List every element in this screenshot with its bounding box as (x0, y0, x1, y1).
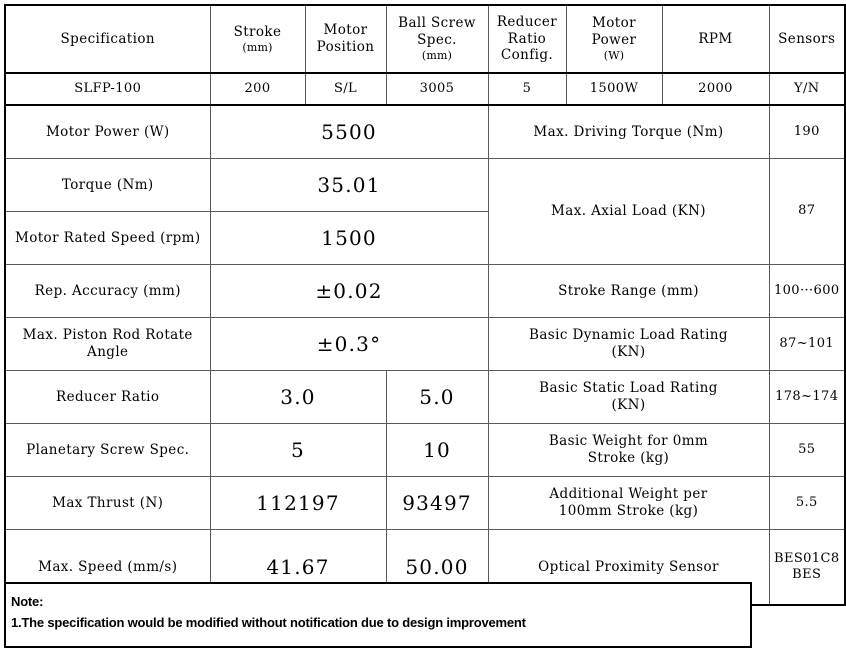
value-planetary-screw-b: 10 (386, 424, 488, 477)
header-cell-sensors (769, 5, 845, 73)
value-basic-dynamic-load-rating: 87~101 (769, 318, 845, 371)
value-max-piston-rod-rotate-angle: ±0.3° (210, 318, 488, 371)
value-max-driving-torque: 190 (769, 105, 845, 159)
value-motor-power: 5500 (210, 105, 488, 159)
header-label-ball-screw-line2: Spec. (417, 32, 457, 49)
header-label-sensors: Sensors (778, 30, 836, 47)
label-motor-rated-speed: Motor Rated Speed (rpm) (5, 212, 210, 265)
header-cell-ball-screw-spec (386, 5, 488, 73)
label-piston-line1: Max. Piston Rod Rotate (22, 327, 193, 344)
label-motor-power: Motor Power (W) (5, 105, 210, 159)
label-basic-dynamic-line2: (KN) (611, 344, 646, 360)
header-cell-motor-position (305, 5, 386, 73)
header-label-reducer-line2: Ratio (507, 30, 547, 47)
table-row-motor-power (5, 105, 845, 159)
label-basic-dynamic-load-rating (488, 318, 769, 371)
label-rep-accuracy: Rep. Accuracy (mm) (5, 265, 210, 318)
value-basic-weight-0mm-stroke: 55 (769, 424, 845, 477)
header-label-motor-position-line2: Position (316, 39, 375, 55)
header-label-motor-position-line1: Motor (323, 22, 368, 39)
label-additional-weight-line2: 100mm Stroke (kg) (558, 503, 699, 519)
label-optical-proximity-sensor: Optical Proximity Sensor (488, 530, 769, 606)
label-max-speed: Max. Speed (mm/s) (5, 530, 210, 606)
note-box (4, 582, 752, 648)
value-reducer-ratio-a: 3.0 (210, 371, 386, 424)
table-row-rep-accuracy (5, 265, 845, 318)
table-row-reducer-ratio (5, 371, 845, 424)
value-optical-sensor-line1: BES01C8 (773, 550, 840, 566)
label-reducer-ratio: Reducer Ratio (5, 371, 210, 424)
label-max-axial-load: Max. Axial Load (KN) (488, 159, 769, 265)
table-row-torque (5, 159, 845, 212)
cell-model-specification: SLFP-100 (5, 73, 210, 105)
header-cell-rpm (662, 5, 769, 73)
value-motor-rated-speed: 1500 (210, 212, 488, 265)
value-optical-proximity-sensor (769, 530, 845, 606)
header-label-motor-power: Motor Power (591, 15, 637, 49)
table-row-max-thrust (5, 477, 845, 530)
value-max-thrust-b: 93497 (386, 477, 488, 530)
value-max-axial-load: 87 (769, 159, 845, 265)
cell-model-stroke: 200 (210, 73, 305, 105)
label-torque: Torque (Nm) (5, 159, 210, 212)
value-rep-accuracy: ±0.02 (210, 265, 488, 318)
label-basic-static-line1: Basic Static Load Rating (539, 380, 718, 397)
label-basic-static-line2: (KN) (611, 397, 646, 413)
header-label-ball-screw-line1: Ball Screw (398, 15, 476, 32)
label-additional-weight-line1: Additional Weight per (549, 486, 708, 503)
value-stroke-range: 100···600 (769, 265, 845, 318)
table-row-planetary-screw-spec (5, 424, 845, 477)
cell-model-rpm: 2000 (662, 73, 769, 105)
value-planetary-screw-a: 5 (210, 424, 386, 477)
value-additional-weight-per-100mm-stroke: 5.5 (769, 477, 845, 530)
header-cell-stroke (210, 5, 305, 73)
header-unit-stroke: (mm) (242, 40, 273, 54)
cell-model-motor-power: 1500W (566, 73, 662, 105)
label-planetary-screw-spec: Planetary Screw Spec. (5, 424, 210, 477)
label-piston-line2: Angle (87, 344, 129, 360)
header-label-specification: Specification (60, 30, 155, 47)
note-line-1: 1.The specification would be modified without notification due to design improvement (11, 615, 526, 631)
value-max-speed-a: 41.67 (210, 530, 386, 606)
label-basic-static-load-rating (488, 371, 769, 424)
cell-model-sensors: Y/N (769, 73, 845, 105)
cell-model-motor-position: S/L (305, 73, 386, 105)
header-unit-motor-power: (W) (603, 48, 625, 62)
specification-table (4, 4, 846, 606)
label-basic-weight-line1: Basic Weight for 0mm (548, 433, 709, 450)
value-torque: 35.01 (210, 159, 488, 212)
header-cell-specification (5, 5, 210, 73)
cell-model-reducer-ratio-config: 5 (488, 73, 566, 105)
label-stroke-range: Stroke Range (mm) (488, 265, 769, 318)
value-max-thrust-a: 112197 (210, 477, 386, 530)
label-additional-weight-per-100mm-stroke (488, 477, 769, 530)
label-max-driving-torque: Max. Driving Torque (Nm) (488, 105, 769, 159)
value-reducer-ratio-b: 5.0 (386, 371, 488, 424)
label-basic-weight-0mm-stroke (488, 424, 769, 477)
header-label-reducer-line3: Config. (500, 47, 554, 64)
cell-model-ball-screw-spec: 3005 (386, 73, 488, 105)
header-cell-reducer-ratio-config (488, 5, 566, 73)
note-title: Note: (11, 594, 44, 609)
label-basic-weight-line2: Stroke (kg) (587, 450, 670, 466)
table-row-model (5, 73, 845, 105)
value-max-speed-b: 50.00 (386, 530, 488, 606)
value-basic-static-load-rating: 178~174 (769, 371, 845, 424)
label-basic-dynamic-line1: Basic Dynamic Load Rating (529, 327, 728, 344)
header-label-rpm: RPM (698, 30, 733, 47)
table-row-piston-rotate-angle (5, 318, 845, 371)
value-optical-sensor-line2: BES (792, 567, 822, 582)
label-max-piston-rod-rotate-angle (5, 318, 210, 371)
header-cell-motor-power (566, 5, 662, 73)
header-label-reducer-line1: Reducer (496, 13, 558, 30)
label-max-thrust: Max Thrust (N) (5, 477, 210, 530)
table-header-row (5, 5, 845, 73)
header-label-stroke: Stroke (233, 23, 282, 40)
header-unit-ball-screw: (mm) (421, 48, 453, 62)
